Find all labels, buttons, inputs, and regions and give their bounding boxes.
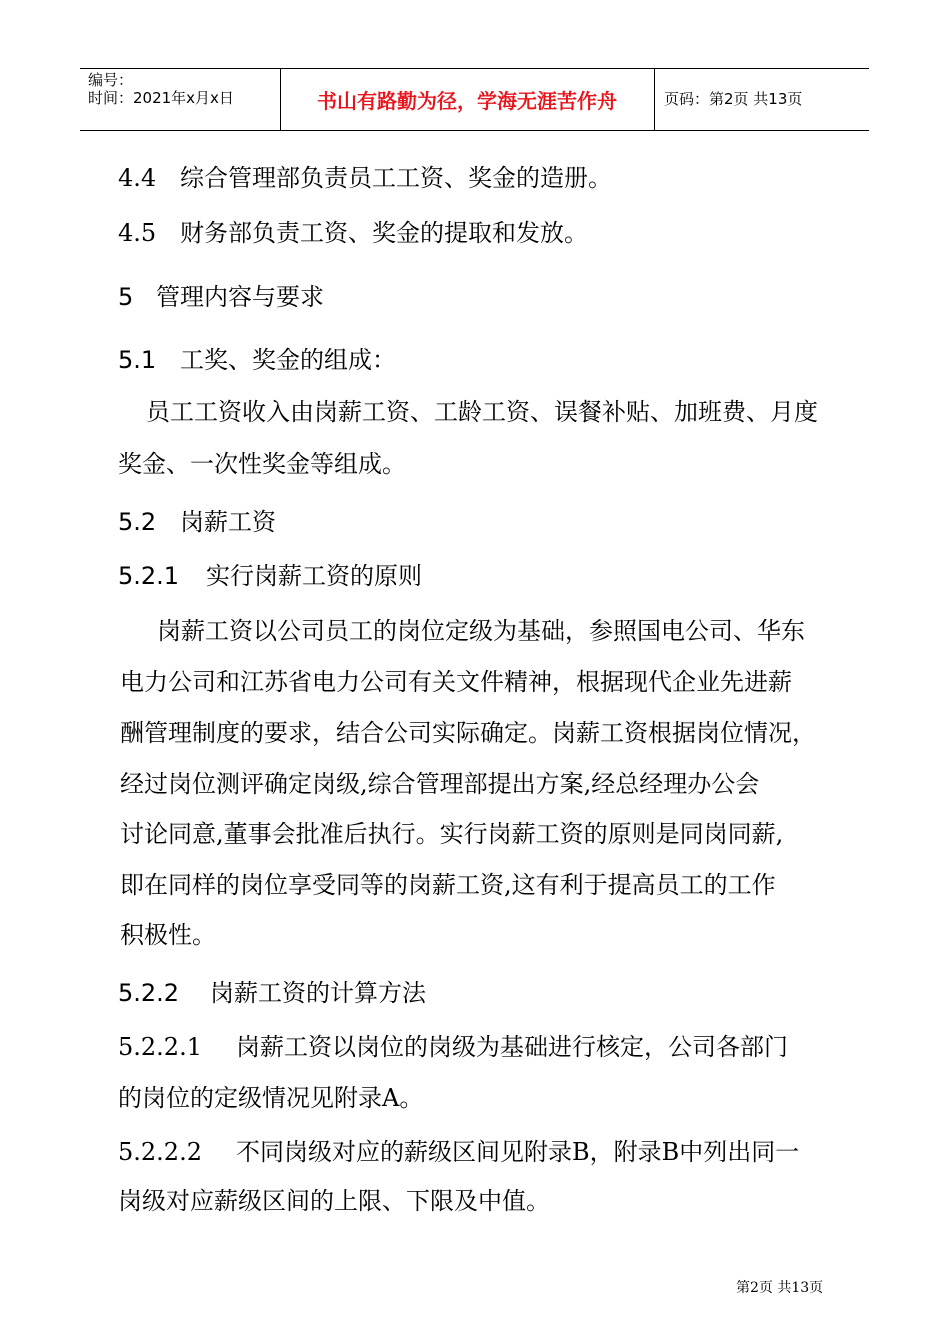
- clause-text: 综合管理部负责员工工资、奖金的造册。: [180, 164, 612, 192]
- section-5-2-1-heading: [118, 561, 422, 591]
- paragraph-line: 电力公司和江苏省电力公司有关文件精神，根据现代企业先进薪: [120, 668, 792, 696]
- paragraph-line: 讨论同意,董事会批准后执行。实行岗薪工资的原则是同岗同薪,: [120, 820, 784, 848]
- header-page-info: 页码：第2页 共13页: [664, 90, 803, 108]
- header-divider: [654, 69, 655, 130]
- clause-number: 4.4: [118, 164, 157, 192]
- page-footer: 第2页 共13页: [736, 1280, 824, 1296]
- section-number: 5.2: [118, 508, 157, 536]
- clause-text: 不同岗级对应的薪级区间见附录B，附录B中列出同一: [236, 1138, 800, 1166]
- header-code: 编号：: [88, 71, 134, 89]
- section-number: 5.2.2: [118, 979, 180, 1007]
- section-title: 实行岗薪工资的原则: [206, 562, 422, 590]
- section-5-2-heading: [118, 507, 276, 537]
- clause-5-2-2-1: [118, 1032, 788, 1062]
- clause-number: 5.2.2.2: [118, 1138, 202, 1166]
- section-title: 岗薪工资的计算方法: [210, 979, 426, 1007]
- page-header: [80, 68, 869, 131]
- paragraph-line: 经过岗位测评确定岗级,综合管理部提出方案,经总经理办公会: [120, 770, 760, 798]
- section-number: 5.2.1: [118, 562, 180, 590]
- section-number: 5.1: [118, 346, 157, 374]
- clause-text: 财务部负责工资、奖金的提取和发放。: [180, 219, 588, 247]
- header-meta: [88, 71, 234, 107]
- section-title: 管理内容与要求: [156, 283, 324, 311]
- section-title: 岗薪工资: [180, 508, 276, 536]
- paragraph-line: 奖金、一次性奖金等组成。: [118, 450, 406, 478]
- paragraph-line: 岗级对应薪级区间的上限、下限及中值。: [118, 1187, 550, 1215]
- paragraph-line: 酬管理制度的要求，结合公司实际确定。岗薪工资根据岗位情况，: [120, 719, 816, 747]
- clause-4-5: [118, 218, 588, 248]
- clause-4-4: [118, 163, 612, 193]
- paragraph-line: 的岗位的定级情况见附录A。: [118, 1084, 424, 1112]
- section-number: 5: [118, 283, 134, 311]
- header-motto: 书山有路勤为径，学海无涯苦作舟: [317, 89, 617, 113]
- section-5-heading: [118, 282, 324, 312]
- section-5-1-heading: [118, 345, 396, 375]
- clause-text: 岗薪工资以岗位的岗级为基础进行核定，公司各部门: [236, 1033, 788, 1061]
- clause-5-2-2-2: [118, 1137, 799, 1167]
- paragraph-line: 员工工资收入由岗薪工资、工龄工资、误餐补贴、加班费、月度: [146, 398, 818, 426]
- clause-number: 5.2.2.1: [118, 1033, 202, 1061]
- header-time: 时间：2021年x月x日: [88, 89, 234, 107]
- section-title: 工奖、奖金的组成：: [180, 346, 396, 374]
- clause-number: 4.5: [118, 219, 157, 247]
- paragraph-line: 即在同样的岗位享受同等的岗薪工资,这有利于提高员工的工作: [120, 871, 776, 899]
- paragraph-line: 积极性。: [120, 921, 216, 949]
- section-5-2-2-heading: [118, 978, 426, 1008]
- paragraph-line: 岗薪工资以公司员工的岗位定级为基础，参照国电公司、华东: [157, 617, 805, 645]
